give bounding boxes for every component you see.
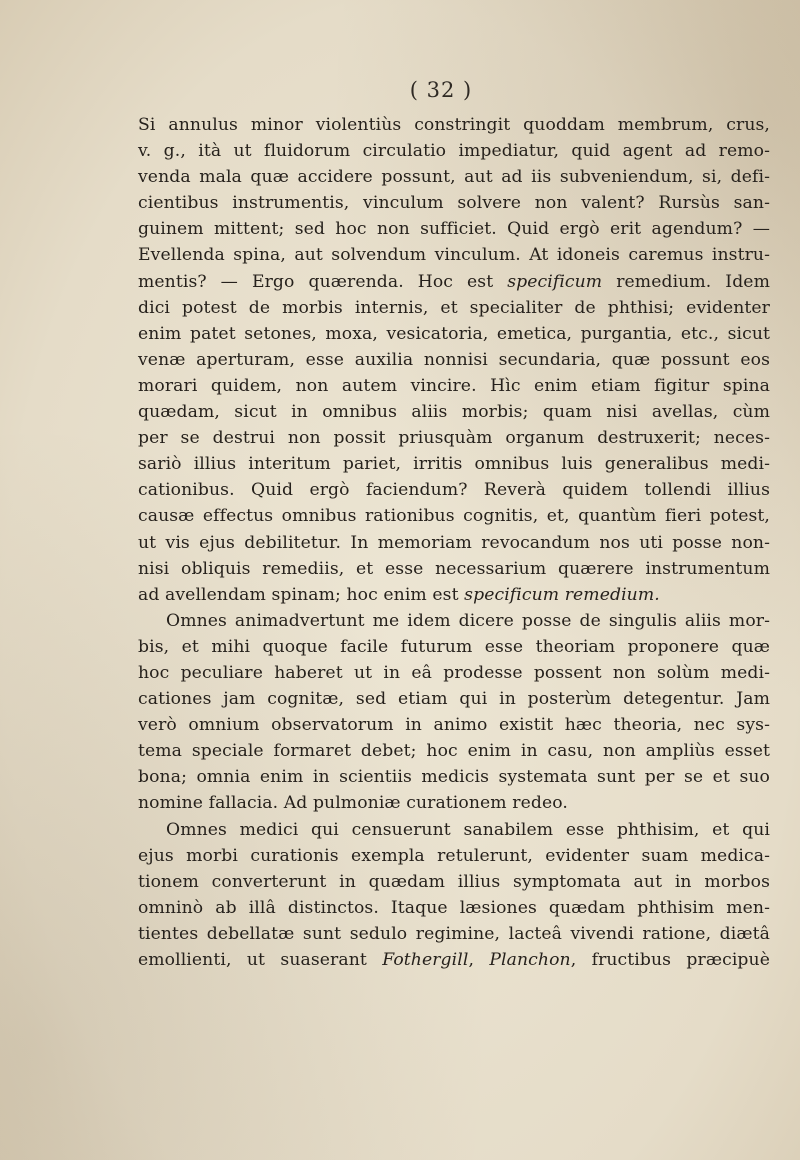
body-text: [138, 112, 770, 973]
text-line: Omnes medici qui censuerunt sanabilem esse phthisim, et qui: [166, 819, 770, 840]
text-line: guinem mittent; sed hoc non sufficiet. Quid ergò erit agendum? —: [138, 219, 770, 240]
text-line: ut vis ejus debilitetur. In memoriam revocandum nos uti posse non-: [138, 532, 770, 553]
text-line: tema speciale formaret debet; hoc enim in casu, non ampliùs esset: [138, 741, 770, 762]
text-line: dici potest de morbis internis, et specialiter de phthisi; evidenter: [138, 297, 770, 318]
text-line: Omnes animadvertunt me idem dicere posse de singulis aliis mor-: [166, 610, 770, 631]
text-line: cientibus instrumentis, vinculum solvere non valent? Rursùs san-: [138, 193, 770, 214]
italic-term: specificum remedium.: [464, 584, 660, 605]
text-line: v. g., ità ut fluidorum circulatio impediatur, quid agent ad remo-: [138, 141, 770, 162]
text-line: verò omnium observatorum in animo existit hæc theoria, nec sys-: [138, 715, 770, 736]
page-number: ( 32 ): [409, 78, 473, 102]
text-line: omninò ab illâ distinctos. Itaque læsiones quædam phthisim men-: [138, 897, 770, 918]
italic-term: specificum: [507, 271, 603, 292]
text-line: [138, 582, 770, 608]
text-line: bona; omnia enim in scientiis medicis systemata sunt per se et suo: [138, 767, 770, 788]
text-line: nisi obliquis remediis, et esse necessarium quærere instrumentum: [138, 558, 770, 579]
text-line: bis, et mihi quoque facile futurum esse theoriam proponere quæ: [138, 636, 770, 657]
text-fragment: ad avellendam spinam; hoc enim est: [138, 584, 459, 605]
text-line: tionem converterunt in quædam illius symptomata aut in morbos: [138, 871, 770, 892]
text-fragment: remedium. Idem: [616, 271, 770, 292]
italic-name: Planchon: [489, 950, 571, 970]
text-line: venda mala quæ accidere possunt, aut ad iis subveniendum, si, defi-: [138, 167, 770, 188]
text-line: nomine fallacia. Ad pulmoniæ curationem redeo.: [138, 793, 568, 814]
text-line: [138, 269, 770, 295]
text-line: morari quidem, non autem vincire. Hìc enim etiam figitur spina: [138, 375, 770, 396]
text-line: [138, 947, 770, 973]
text-line: venæ aperturam, esse auxilia nonnisi secundaria, quæ possunt eos: [138, 349, 770, 370]
text-line: Evellenda spina, aut solvendum vinculum. At idoneis caremus instru-: [138, 245, 770, 266]
text-line: per se destrui non possit priusquàm organum destruxerit; neces-: [138, 428, 770, 449]
text-line: sariò illius interitum pariet, irritis omnibus luis generalibus medi-: [138, 454, 770, 475]
italic-name: Fothergill: [382, 950, 469, 970]
text-line: enim patet setones, moxa, vesicatoria, emetica, purgantia, etc., sicut: [138, 323, 770, 344]
text-fragment: mentis? — Ergo quærenda. Hoc est: [138, 271, 494, 292]
text-line: cationibus. Quid ergò faciendum? Reverà quidem tollendi illius: [138, 480, 770, 501]
text-line: quædam, sicut in omnibus aliis morbis; quam nisi avellas, cùm: [138, 402, 770, 423]
text-line: causæ effectus omnibus rationibus cognitis, et, quantùm fieri potest,: [138, 506, 770, 527]
text-line: tientes debellatæ sunt sedulo regimine, lacteâ vivendi ratione, diætâ: [138, 923, 770, 944]
text-fragment: , fructibus præcipuè: [570, 950, 770, 970]
text-line: Si annulus minor violentiùs constringit quoddam membrum, crus,: [138, 115, 770, 135]
text-line: hoc peculiare haberet ut in eâ prodesse possent non solùm medi-: [138, 662, 770, 683]
text-line: ejus morbi curationis exempla retulerunt, evidenter suam medica-: [138, 845, 770, 866]
text-fragment: emollienti, ut suaserant: [138, 950, 367, 970]
text-fragment: ,: [468, 950, 475, 970]
text-line: cationes jam cognitæ, sed etiam qui in posterùm detegentur. Jam: [138, 689, 770, 710]
